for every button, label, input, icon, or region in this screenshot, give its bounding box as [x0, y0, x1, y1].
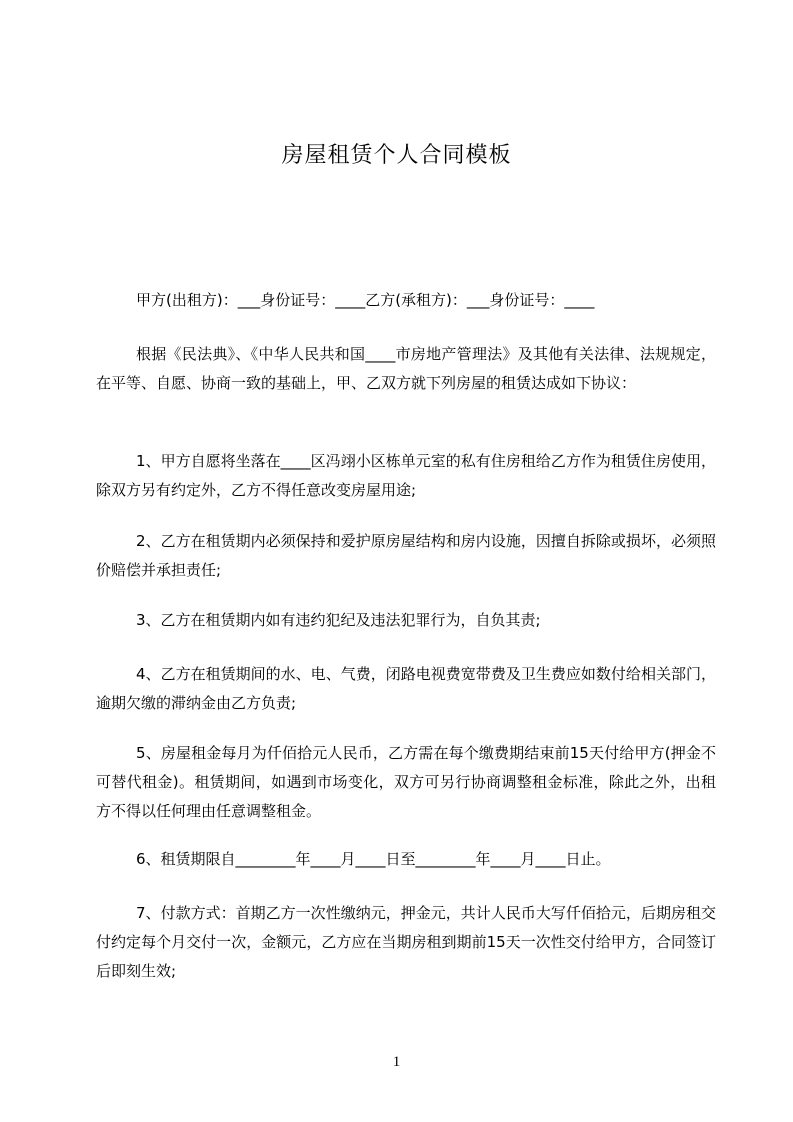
- clause-6-paragraph: 6、租赁期限自________年____月____日至________年____月____日止。: [136, 850, 611, 868]
- clause-7-paragraph: 7、付款方式：首期乙方一次性缴纳元，押金元，共计人民币大写仟佰拾元，后期房租交付约定每个月交付一次，金额元，乙方应在当期房租到期前15天一次性交付给甲方，合同签订后即刻生效;: [96, 904, 716, 980]
- clause-4-paragraph: 4、乙方在租赁期间的水、电、气费，闭路电视费宽带费及卫生费应如数付给相关部门，逾期欠缴的滞纳金由乙方负责;: [96, 665, 716, 712]
- clause-5-paragraph: 5、房屋租金每月为仟佰拾元人民币，乙方需在每个缴费期结束前15天付给甲方(押金不可替代租金)。租赁期间，如遇到市场变化，双方可另行协商调整租金标准，除此之外，出租方不得以任何理由任意调整租金。: [96, 744, 716, 820]
- party-info-paragraph: 甲方(出租方)：___身份证号：____乙方(承租方)：___身份证号：____: [136, 291, 595, 309]
- clause-3-paragraph: 3、乙方在租赁期内如有违约犯纪及违法犯罪行为，自负其责;: [136, 611, 541, 629]
- document-title: 房屋租赁个人合同模板: [281, 143, 512, 168]
- clause-1-paragraph: 1、甲方自愿将坐落在____区冯翊小区栋单元室的私有住房租给乙方作为租赁住房使用，除双方另有约定外，乙方不得任意改变房屋用途;: [96, 452, 716, 499]
- clause-2-paragraph: 2、乙方在租赁期内必须保持和爱护原房屋结构和房内设施，因擅自拆除或损坏，必须照价赔偿并承担责任;: [96, 532, 716, 579]
- page-number: 1: [392, 1054, 401, 1070]
- preamble-paragraph: 根据《民法典》、《中华人民共和国____市房地产管理法》及其他有关法律、法规规定，在平等、自愿、协商一致的基础上，甲、乙双方就下列房屋的租赁达成如下协议：: [96, 345, 716, 392]
